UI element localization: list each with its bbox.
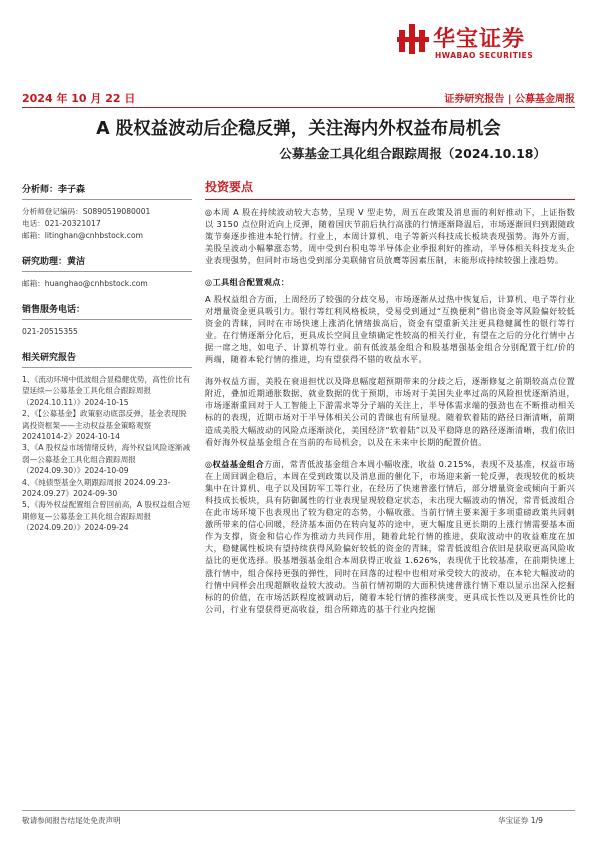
logo-text-en: HWABAO SECURITIES — [435, 51, 534, 60]
assistant-email[interactable]: 邮箱：huanghao@cnhbstock.com — [22, 279, 148, 288]
sales-heading: 销售服务电话： — [22, 305, 86, 315]
section-title: 投资要点 — [205, 180, 254, 194]
analyst-cert: 分析师登记编码：S0890519080001 — [22, 207, 151, 216]
main-content — [205, 178, 575, 615]
analyst-phone: 电话：021-20321017 — [22, 219, 101, 228]
analyst-section — [22, 182, 192, 242]
list-item[interactable]: 1、《流动环境中低波组合显稳健优势，高性价比有望延续—公募基金工具化组合跟踪周报（2024.10.11）》2024-10-15 — [22, 375, 191, 407]
report-type: 证券研究报告 | 公募基金周报 — [444, 94, 575, 105]
paragraph-label-allocation — [205, 276, 575, 288]
analyst-email[interactable]: 邮箱：litinghan@cnhbstock.com — [22, 231, 143, 240]
equity-fund-label: ◎权益基金组合 — [205, 458, 265, 469]
report-date: 2024 年 10 月 22 日 — [22, 92, 136, 105]
company-logo — [397, 22, 577, 66]
report-subtitle: 公募基金工具化组合跟踪周报（2024.10.18） — [279, 146, 546, 161]
paragraph-overseas: 海外权益方面，美股在衰退担忧以及降息幅度超预期带来的分歧之后，逐渐修复之前期较高点位置附近，叠加近期通胀数据、就业数据的优于预期，市场对于美国失业率过高的风险担忧逐渐消退，市场逐渐重回对于人工智能上下游需求等分子端的关注上，半导体需求端的强劲也在不断推动相关标的的表现，近期市场对于半导体相关公司的青睐也有所显现。随着软着陆的路径日渐清晰，前期造成美股大幅波动的风险点逐渐淡化，美国经济“软着陆”以及平稳降息的路径逐渐清晰，我们依旧看好海外权益基金组合在当前的布局机会，以及在未来中长期的配置价值。 — [205, 376, 575, 447]
footer-divider — [22, 810, 575, 811]
divider — [22, 367, 192, 368]
list-item[interactable]: 5、《海外权益配置组合曾回前高，A 股权益组合短期修复—公募基金工具化组合跟踪周报（2024.09.20）》2024-09-24 — [22, 500, 191, 533]
related-reports-list — [22, 374, 192, 534]
divider — [22, 271, 192, 272]
list-item[interactable]: 4、《纯债型基金久期跟踪周报 2024.09.23-2024.09.27》2024-09-30 — [22, 477, 171, 499]
list-item[interactable]: 3、《A 股权益市场情绪反转，海外权益风险逐渐减弱—公募基金工具化组合跟踪周报（2024.09.30）》2024-10-09 — [22, 443, 191, 476]
divider — [22, 319, 192, 320]
assistant-name: 研究助理：黄洁 — [22, 257, 86, 267]
left-sidebar — [22, 182, 192, 546]
equity-fund-text: 方面，常青低波基金组合本周小幅收涨，收益 0.215%，表现不及基准，权益市场在上周回调企稳后，本周在受到政策以及消息面的催化下，市场迎来新一轮反弹，表现较优的板块集中在计算机、电子以及国防军工等行业，在经历了快速普涨行情后，部分增量资金或倾向于新兴科技成长板块，具有防御属性的行业表现显现较稳定状态，未出现大幅波动的情况，常青低波组合在此市场环境下也表现出了较为稳定的态势，小幅收涨。当前行情主要来源于多项重磅政策共同刺激所带来的信心回暖，经济基本面仍在转向复苏的途中，更大幅度且更长期的上涨行情需要基本面作为支撑，资金和信心作为推动力共同作用，随着此轮行情的推进，获取波动中的收益难度在加大，稳健属性板块有望持续获得风险偏好较低的资金的青睐，常青低波组合依旧是获取更高风险收益比的更优选择。股基增强基金组合本周获得正收益 1.626%，表现优于比较基准，在前期快速上涨行情中，组合保持更强的弹性，同时在回落的过程中也相对承受较大的波动，在本轮大幅波动的行情中同样会出现超额收益较大波动。当前行情初期的大面积快速普涨行情下难以显示出深入挖掘标的的价值，在市场活跃程度被调动后，随着本轮行情的推移演变，更具成长性以及更具性价比的公司，行业有望获得更高收益，组合所筛选的基于行业内挖掘 — [205, 458, 575, 614]
related-reports-section — [22, 350, 192, 534]
allocation-label: ◎工具组合配置观点： — [205, 277, 290, 288]
logo-mark-icon — [397, 24, 429, 54]
report-title: A 股权益波动后企稳反弹，关注海内外权益布局机会 — [96, 119, 501, 139]
paragraph-market-summary: ◎本周 A 股在持续波动较大态势，呈现 V 型走势，周五在政策及消息面的利好推动下，上证指数以 3150 点位附近向上反弹，随着国庆节前后执行高涨的行情逐渐降温后，市场逐渐回归到跟随政策节奏逐步推进本轮行情。行业上，本周计算机、电子等新兴科技成长板块表现强势。海外方面，美股呈波动小幅攀涨态势，周中受到台积电等半导体企业季报利好的推动，半导体相关科技龙头企业表现强势，但同时市场也受到部分美联储官员放鹰等因素压制，未能形成持续较强上涨趋势。 — [205, 207, 575, 266]
report-header-bar — [22, 88, 575, 108]
analyst-name: 分析师：李子森 — [22, 185, 86, 195]
footer-disclaimer: 敬请参阅报告结尾处免责声明 — [22, 816, 121, 825]
paragraph-a-share: A 股权益组合方面，上周经历了较强的分歧交易，市场逐渐从过热中恢复后，计算机、电子等行业对增量资金更具吸引力。银行等红利风格板块，受易受到通过“互换便利”借出资金等风险偏好较低资金的青睐，同时在市场快速上涨消化情绪拔高后，资金有望重新关注更具稳健属性的银行等行业。在行情逐渐分化后，更具成长空间且业绩确定性较高的相关行业，有望在之后的分化行情中占据一席之地，如电子、计算机等行业。前有低波基金组合和股基增强基金组合分别配置于红/价的两端，随着本轮行情的推进，均有望获得不错的收益水平。 — [205, 293, 575, 365]
sales-phone: 021-20515355 — [22, 327, 78, 336]
list-item[interactable]: 2、《【公募基金】政策驱动底部反弹，基金表现脱离投资框架——主动权益基金策略观察 20241014-2》2024-10-14 — [22, 409, 187, 442]
logo-text-cn: 华宝证券 — [433, 27, 526, 52]
sales-section — [22, 302, 192, 338]
section-divider — [205, 199, 575, 200]
divider — [22, 199, 192, 200]
assistant-section — [22, 254, 192, 290]
related-reports-heading: 相关研究报告 — [22, 353, 77, 363]
paragraph-equity-fund — [205, 458, 575, 615]
header-divider — [22, 107, 575, 108]
footer-page-info: 华宝证券 1/9 — [498, 816, 544, 825]
